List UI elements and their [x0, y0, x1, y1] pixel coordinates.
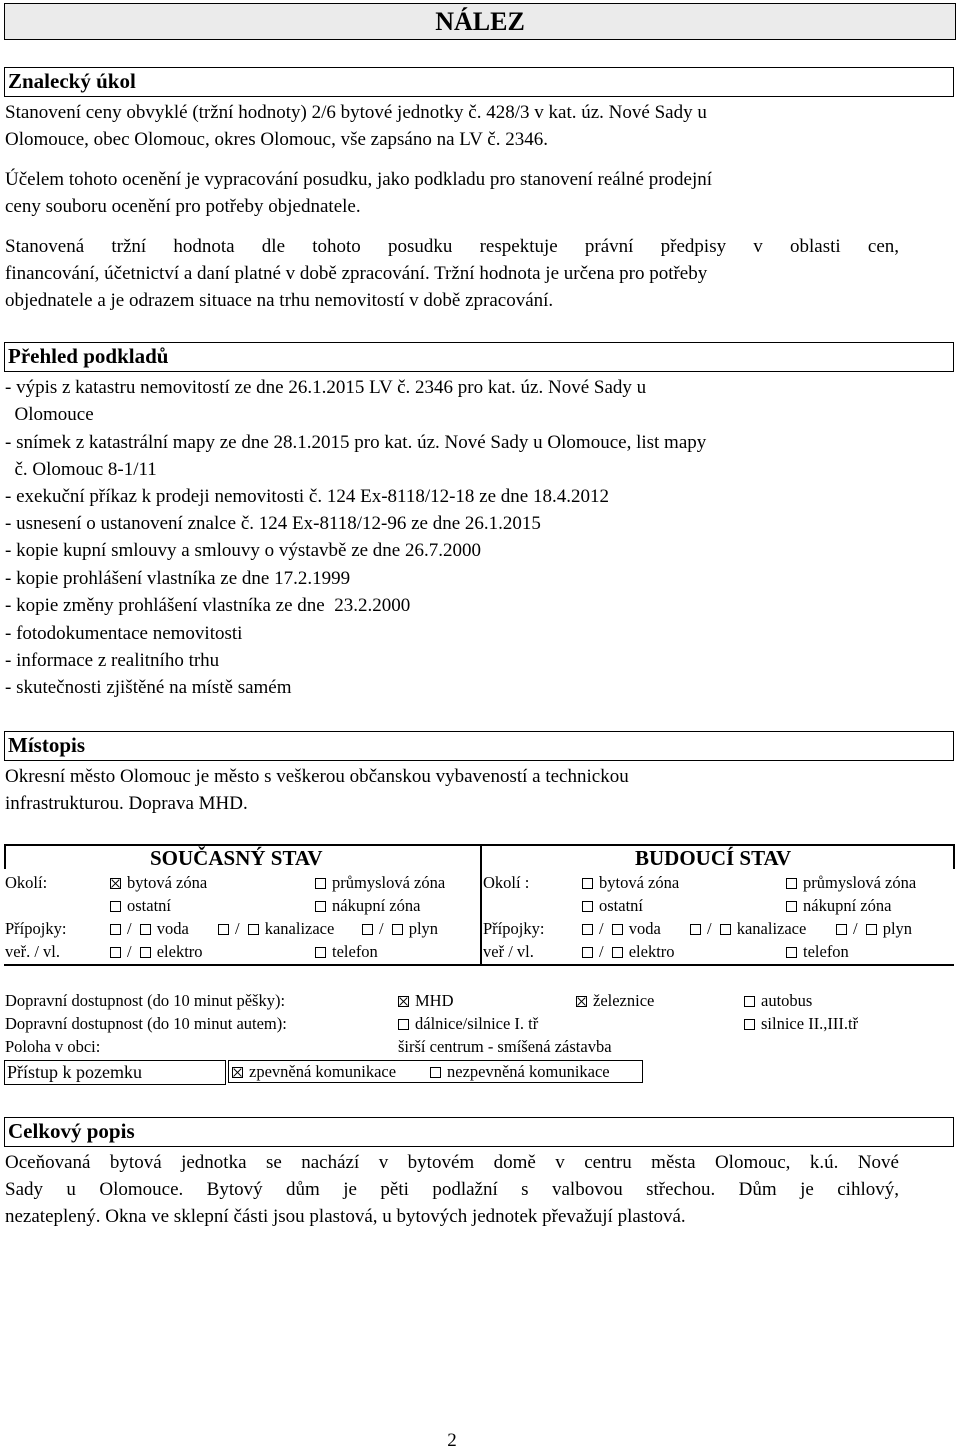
doprava-pesky-label: Dopravní dostupnost (do 10 minut pěšky):	[5, 991, 286, 1010]
checkbox-icon	[786, 901, 797, 912]
pripojky-label: Přípojky:	[5, 919, 67, 938]
text-line: infrastrukturou. Doprava MHD.	[5, 793, 248, 814]
text-line: objednatele a je odrazem situace na trhu nemovitostí v době zpracování.	[5, 290, 554, 311]
list-item: Olomouce	[5, 404, 94, 425]
text-line: Stanovená tržní hodnota dle tohoto posudku respektuje právní předpisy v oblasti cen,	[5, 236, 899, 257]
text-line: Okresní město Olomouc je město s veškerou občanskou vybaveností a technickou	[5, 766, 629, 787]
text-line: nezateplený. Okna ve sklepní části jsou plastová, u bytových jednotek převažují plastová.	[5, 1206, 686, 1227]
checkbox-prumyslova-zona-budouci[interactable]: průmyslová zóna	[786, 873, 916, 893]
checkbox-bytova-zona-budouci[interactable]: bytová zóna	[582, 873, 679, 893]
checkbox-icon	[315, 947, 326, 958]
pristup-label: Přístup k pozemku	[4, 1060, 226, 1085]
checkbox-icon	[315, 878, 326, 889]
section-heading-prehled-podkladu: Přehled podkladů	[4, 342, 954, 372]
checkbox-voda-budouci[interactable]: / voda	[582, 919, 661, 939]
checkbox-nakupni-zona[interactable]: nákupní zóna	[315, 896, 420, 916]
checkbox-icon	[140, 924, 151, 935]
checkbox-icon	[744, 1019, 755, 1030]
poloha-label: Poloha v obci:	[5, 1037, 101, 1056]
doprava-autem-label: Dopravní dostupnost (do 10 minut autem):	[5, 1014, 287, 1033]
checkbox-icon	[315, 901, 326, 912]
text-line: Stanovení ceny obvyklé (tržní hodnoty) 2/6 bytové jednotky č. 428/3 v kat. úz. Nové Sady u	[5, 102, 707, 123]
checkbox-icon	[110, 947, 121, 958]
checkbox-plyn[interactable]: / plyn	[362, 919, 438, 939]
checkbox-icon	[612, 924, 623, 935]
checkbox-icon	[720, 924, 731, 935]
page-title: NÁLEZ	[4, 3, 956, 40]
checked-box-icon	[232, 1067, 243, 1078]
checkbox-elektro-budouci[interactable]: / elektro	[582, 942, 675, 962]
checked-box-icon	[110, 878, 121, 889]
checkbox-nakupni-zona-budouci[interactable]: nákupní zóna	[786, 896, 891, 916]
checkbox-icon	[362, 924, 373, 935]
checkbox-icon	[110, 924, 121, 935]
pripojky-label-budouci: Přípojky:	[483, 919, 545, 938]
list-item: - usnesení o ustanovení znalce č. 124 Ex-8118/12-96 ze dne 26.1.2015	[5, 513, 541, 534]
list-item: - kopie kupní smlouvy a smlouvy o výstavbě ze dne 26.7.2000	[5, 540, 481, 561]
list-item: - snímek z katastrální mapy ze dne 28.1.2015 pro kat. úz. Nové Sady u Olomouce, list mapy	[5, 432, 707, 453]
checkbox-icon	[398, 1019, 409, 1030]
list-item: - exekuční příkaz k prodeji nemovitosti č. 124 Ex-8118/12-18 ze dne 18.4.2012	[5, 486, 609, 507]
checkbox-bytova-zona[interactable]: bytová zóna	[110, 873, 207, 893]
checkbox-icon	[582, 901, 593, 912]
section-heading-celkovy-popis: Celkový popis	[4, 1117, 954, 1147]
budouci-stav-heading: BUDOUCÍ STAV	[635, 846, 792, 870]
okoli-label-budouci: Okolí :	[483, 873, 530, 892]
checkbox-icon	[110, 901, 121, 912]
text-line: ceny souboru ocenění pro potřeby objednatele.	[5, 196, 361, 217]
list-item: - informace z realitního trhu	[5, 650, 220, 671]
text-line: Olomouce, obec Olomouc, okres Olomouc, vše zapsáno na LV č. 2346.	[5, 129, 548, 150]
checkbox-icon	[248, 924, 259, 935]
list-item: - fotodokumentace nemovitosti	[5, 623, 243, 644]
checkbox-nezpevnena[interactable]: nezpevněná komunikace	[430, 1062, 610, 1082]
checkbox-ostatni[interactable]: ostatní	[110, 896, 171, 916]
checkbox-icon	[836, 924, 847, 935]
checkbox-silnice[interactable]: silnice II.,III.tř	[744, 1014, 858, 1034]
checkbox-telefon-budouci[interactable]: telefon	[786, 942, 849, 962]
ver-vl-label-budouci: veř / vl.	[483, 942, 534, 961]
list-item: - kopie prohlášení vlastníka ze dne 17.2.1999	[5, 568, 351, 589]
ver-vl-label: veř. / vl.	[5, 942, 60, 961]
checkbox-icon	[582, 924, 593, 935]
checkbox-icon	[140, 947, 151, 958]
soucasny-stav-heading: SOUČASNÝ STAV	[150, 846, 323, 870]
checkbox-telefon[interactable]: telefon	[315, 942, 378, 962]
checkbox-icon	[690, 924, 701, 935]
list-item: č. Olomouc 8-1/11	[5, 459, 157, 480]
text-line: financování, účetnictví a daní platné v době zpracování. Tržní hodnota je určena pro potřeby	[5, 263, 708, 284]
checkbox-prumyslova-zona[interactable]: průmyslová zóna	[315, 873, 445, 893]
checkbox-icon	[430, 1067, 441, 1078]
section-heading-mistopis: Místopis	[4, 731, 954, 761]
text-line: Účelem tohoto ocenění je vypracování posudku, jako podkladu pro stanovení reálné prodejní	[5, 169, 713, 190]
okoli-label: Okolí:	[5, 873, 48, 892]
section-heading-znalecky-ukol: Znalecký úkol	[4, 67, 954, 97]
checkbox-icon	[612, 947, 623, 958]
checkbox-ostatni-budouci[interactable]: ostatní	[582, 896, 643, 916]
checkbox-elektro[interactable]: / elektro	[110, 942, 203, 962]
checkbox-kanalizace-budouci[interactable]: / kanalizace	[690, 919, 806, 939]
list-item: - výpis z katastru nemovitostí ze dne 26.1.2015 LV č. 2346 pro kat. úz. Nové Sady u	[5, 377, 647, 398]
checkbox-zeleznice[interactable]: železnice	[576, 991, 654, 1011]
checkbox-dalnice[interactable]: dálnice/silnice I. tř	[398, 1014, 538, 1034]
checkbox-icon	[786, 878, 797, 889]
checkbox-mhd[interactable]: MHD	[398, 991, 454, 1011]
checkbox-icon	[866, 924, 877, 935]
checkbox-icon	[582, 878, 593, 889]
checkbox-kanalizace[interactable]: / kanalizace	[218, 919, 334, 939]
checkbox-icon	[786, 947, 797, 958]
page-number: 2	[447, 1430, 457, 1451]
list-item: - kopie změny prohlášení vlastníka ze dne 23.2.2000	[5, 595, 411, 616]
poloha-value: širší centrum - smíšená zástavba	[398, 1037, 612, 1056]
text-line: Sady u Olomouce. Bytový dům je pěti podlažní s valbovou střechou. Dům je cihlový,	[5, 1179, 899, 1200]
checkbox-icon	[582, 947, 593, 958]
text-line: Oceňovaná bytová jednotka se nachází v bytovém domě v centru města Olomouc, k.ú. Nové	[5, 1152, 899, 1173]
checked-box-icon	[576, 996, 587, 1007]
checkbox-icon	[218, 924, 229, 935]
checkbox-icon	[392, 924, 403, 935]
checked-box-icon	[398, 996, 409, 1007]
checkbox-zpevnena[interactable]: zpevněná komunikace	[232, 1062, 396, 1082]
checkbox-plyn-budouci[interactable]: / plyn	[836, 919, 912, 939]
list-item: - skutečnosti zjištěné na místě samém	[5, 677, 292, 698]
checkbox-icon	[744, 996, 755, 1007]
checkbox-autobus[interactable]: autobus	[744, 991, 812, 1011]
checkbox-voda[interactable]: / voda	[110, 919, 189, 939]
